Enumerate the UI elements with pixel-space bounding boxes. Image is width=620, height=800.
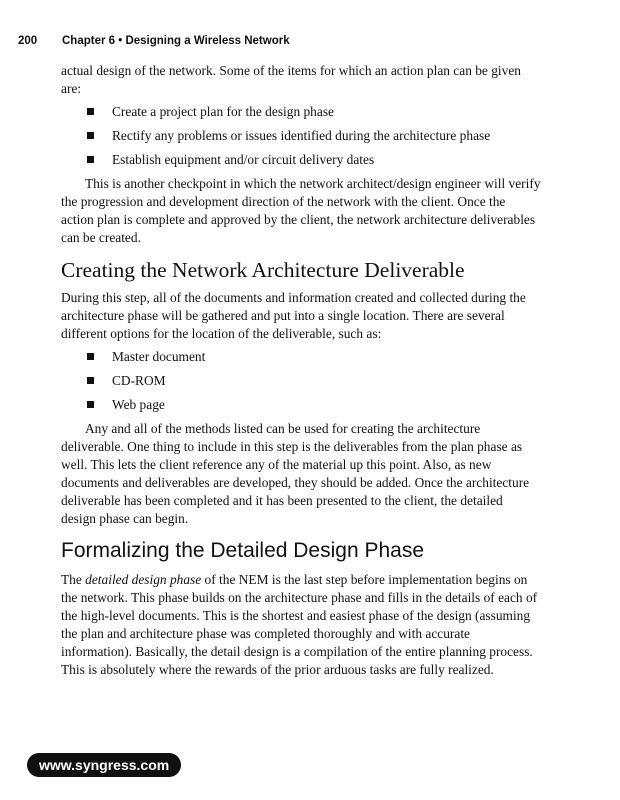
- page-body: [61, 62, 541, 679]
- detailed-design-paragraph: The detailed design phase of the NEM is the last step before implementation begins on the network. This phase builds on the architecture phase and fills in the details of each of the high-level documents. This is the shortest and easiest phase of the design (assuming the plan and architecture phase was completed thoroughly and with accurate information). Basically, the detail design is a compilation of the entire planning process. This is absolutely where the rewards of the prior arduous tasks are fully realized.: [61, 572, 538, 677]
- list-item: CD-ROM: [87, 372, 541, 390]
- list-item: Establish equipment and/or circuit delivery dates: [87, 151, 541, 169]
- list-item: Web page: [87, 396, 541, 414]
- section-heading-architecture-deliverable: Creating the Network Architecture Deliverable: [61, 258, 465, 282]
- list-item: Create a project plan for the design phase: [87, 103, 541, 121]
- square-bullet-icon: [87, 108, 94, 115]
- deliverable-paragraph: During this step, all of the documents and information created and collected during the architecture phase will be gathered and put into a single location. There are several different options for the location of the deliverable, such as:: [61, 290, 526, 341]
- running-header: [18, 35, 290, 47]
- methods-paragraph: Any and all of the methods listed can be used for creating the architecture deliverable. One thing to include in this step is the deliverables from the plan phase as well. This lets the client reference any of the material up this point. Also, as new documents and deliverables are developed, they should be added. Once the architecture deliverable has been completed and it has been presented to the client, the detailed design phase can begin.: [61, 421, 530, 526]
- chapter-title: Chapter 6 • Designing a Wireless Network: [62, 35, 290, 47]
- action-plan-list: [61, 103, 541, 169]
- list-item: Rectify any problems or issues identified during the architecture phase: [87, 127, 541, 145]
- square-bullet-icon: [87, 401, 94, 408]
- page-number: 200: [18, 35, 38, 47]
- term-emphasis: detailed design phase: [85, 572, 202, 587]
- intro-paragraph: actual design of the network. Some of the items for which an action plan can be given are:: [61, 63, 521, 96]
- square-bullet-icon: [87, 377, 94, 384]
- deliverable-options-list: [61, 348, 541, 414]
- section-heading-detailed-design: Formalizing the Detailed Design Phase: [61, 539, 425, 562]
- square-bullet-icon: [87, 156, 94, 163]
- square-bullet-icon: [87, 132, 94, 139]
- square-bullet-icon: [87, 353, 94, 360]
- list-item: Master document: [87, 348, 541, 366]
- checkpoint-paragraph: This is another checkpoint in which the network architect/design engineer will verify the progression and development direction of the network with the client. Once the action plan is complete and approved by the client, the network architecture deliverables can be created.: [61, 176, 541, 245]
- website-link[interactable]: www.syngress.com: [27, 753, 181, 777]
